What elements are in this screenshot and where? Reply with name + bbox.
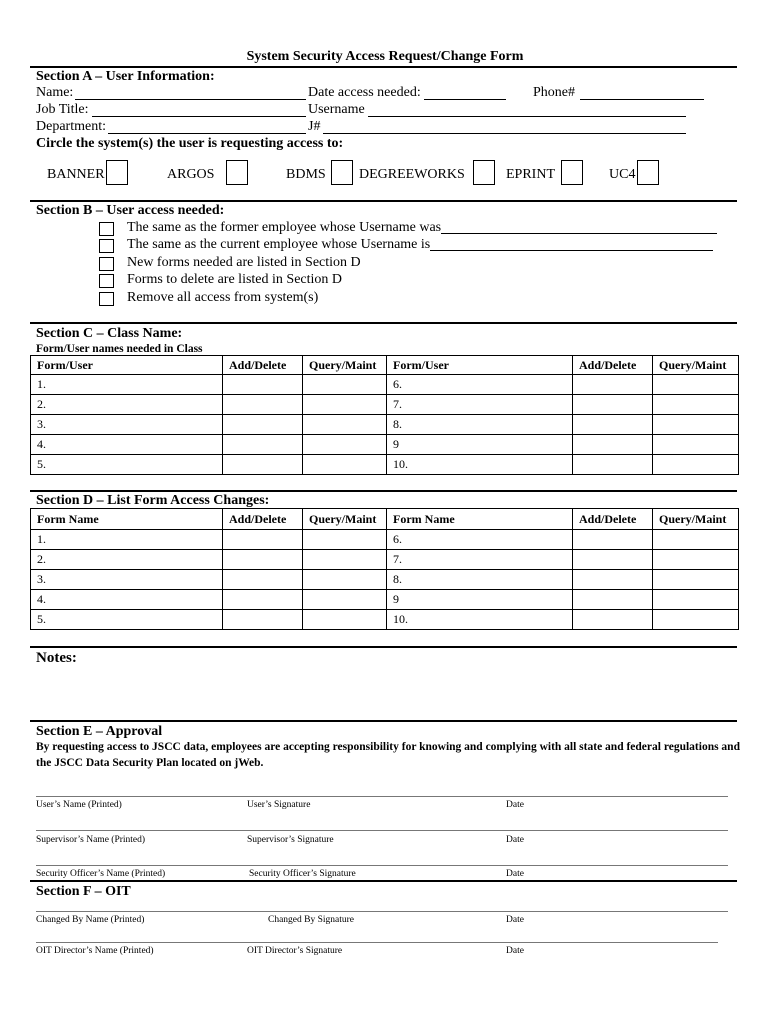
table-row [31, 530, 739, 550]
access-option-former-checkbox[interactable] [99, 222, 114, 236]
column-header: Query/Maint [653, 356, 739, 375]
department-field[interactable] [108, 133, 306, 134]
security-officer-date-label: Date [506, 869, 524, 879]
table-cell[interactable] [303, 375, 387, 395]
system-uc4-label: UC4 [609, 167, 636, 182]
column-header: Add/Delete [223, 509, 303, 530]
user-date-label: Date [506, 800, 524, 810]
table-cell[interactable] [303, 610, 387, 630]
access-option-current-label: The same as the current employee whose Username is [127, 237, 431, 252]
oit-director-name-label: OIT Director’s Name (Printed) [36, 946, 154, 956]
table-cell[interactable] [223, 590, 303, 610]
supervisor-name-label: Supervisor’s Name (Printed) [36, 835, 146, 845]
table-cell[interactable] [303, 435, 387, 455]
table-cell[interactable] [573, 610, 653, 630]
supervisor-date-label: Date [506, 835, 524, 845]
table-cell[interactable] [303, 550, 387, 570]
row-number: 10. [387, 610, 573, 630]
section-c-heading: Section C – Class Name: [36, 326, 183, 341]
changed-by-signature-label: Changed By Signature [268, 915, 355, 925]
form-access-table [30, 508, 739, 630]
table-row [31, 570, 739, 590]
table-cell[interactable] [653, 550, 739, 570]
access-option-remove-all-label: Remove all access from system(s) [127, 290, 319, 305]
phone-field[interactable] [580, 99, 704, 100]
class-name-table [30, 355, 739, 475]
table-cell[interactable] [653, 435, 739, 455]
username-label: Username [308, 102, 365, 117]
table-row [31, 395, 739, 415]
security-officer-signature-line[interactable] [36, 865, 728, 866]
column-header: Form/User [31, 356, 223, 375]
row-number: 9 [387, 435, 573, 455]
oit-director-date-label: Date [506, 946, 524, 956]
row-number: 7. [387, 550, 573, 570]
table-cell[interactable] [303, 590, 387, 610]
table-cell[interactable] [653, 455, 739, 475]
table-cell[interactable] [303, 395, 387, 415]
table-cell[interactable] [653, 610, 739, 630]
table-row [31, 375, 739, 395]
name-label: Name: [36, 85, 74, 100]
section-f-rule [30, 880, 737, 882]
form-title: System Security Access Request/Change Form [246, 49, 524, 64]
table-cell[interactable] [573, 375, 653, 395]
system-argos-label: ARGOS [167, 167, 215, 182]
section-b-rule [30, 200, 737, 202]
table-cell[interactable] [303, 570, 387, 590]
row-number: 5. [31, 455, 223, 475]
row-number: 6. [387, 375, 573, 395]
user-name-label: User’s Name (Printed) [36, 800, 122, 810]
table-cell[interactable] [223, 435, 303, 455]
row-number: 6. [387, 530, 573, 550]
system-eprint-checkbox[interactable] [561, 160, 583, 185]
table-cell[interactable] [573, 590, 653, 610]
user-signature-line[interactable] [36, 796, 728, 797]
row-number: 4. [31, 590, 223, 610]
system-argos-checkbox[interactable] [226, 160, 248, 185]
row-number: 3. [31, 415, 223, 435]
row-number: 8. [387, 415, 573, 435]
access-option-former-label: The same as the former employee whose Username was [127, 220, 442, 235]
row-number: 5. [31, 610, 223, 630]
j-number-label: J# [308, 119, 321, 134]
user-signature-label: User’s Signature [247, 800, 311, 810]
table-cell[interactable] [303, 530, 387, 550]
row-number: 1. [31, 375, 223, 395]
system-eprint-label: EPRINT [506, 167, 555, 182]
changed-by-date-label: Date [506, 915, 524, 925]
table-cell[interactable] [223, 455, 303, 475]
circle-systems-label: Circle the system(s) the user is requesting access to: [36, 136, 344, 151]
section-f-heading: Section F – OIT [36, 884, 131, 899]
section-c-rule [30, 322, 737, 324]
column-header: Add/Delete [573, 509, 653, 530]
table-cell[interactable] [303, 415, 387, 435]
section-c-subheading: Form/User names needed in Class [36, 343, 203, 355]
notes-label: Notes: [36, 650, 77, 666]
table-cell[interactable] [653, 415, 739, 435]
column-header: Form/User [387, 356, 573, 375]
column-header: Add/Delete [573, 356, 653, 375]
table-cell[interactable] [223, 395, 303, 415]
changed-by-signature-line[interactable] [36, 911, 728, 912]
j-number-field[interactable] [323, 133, 686, 134]
table-cell[interactable] [653, 530, 739, 550]
notes-field[interactable] [30, 672, 737, 716]
section-d-rule [30, 490, 737, 492]
row-number: 7. [387, 395, 573, 415]
system-uc4-checkbox[interactable] [637, 160, 659, 185]
changed-by-name-label: Changed By Name (Printed) [36, 915, 145, 925]
row-number: 1. [31, 530, 223, 550]
column-header: Form Name [31, 509, 223, 530]
system-degreeworks-label: DEGREEWORKS [359, 167, 465, 182]
column-header: Add/Delete [223, 356, 303, 375]
access-option-remove-all-checkbox[interactable] [99, 292, 114, 306]
access-option-delete-forms-checkbox[interactable] [99, 274, 114, 288]
access-option-new-forms-label: New forms needed are listed in Section D [127, 255, 361, 270]
table-header-row [31, 509, 739, 530]
table-cell[interactable] [653, 570, 739, 590]
notes-rule [30, 646, 737, 648]
access-option-delete-forms-label: Forms to delete are listed in Section D [127, 272, 343, 287]
approval-statement: By requesting access to JSCC data, employees are accepting responsibility for knowing and complying with all state and federal regulations and the JSCC Data Security Plan located on jWeb. [36, 741, 740, 769]
table-cell[interactable] [653, 395, 739, 415]
current-username-field[interactable] [430, 250, 713, 251]
table-row [31, 415, 739, 435]
column-header: Form Name [387, 509, 573, 530]
table-row [31, 435, 739, 455]
name-field[interactable] [75, 99, 306, 100]
table-cell[interactable] [223, 415, 303, 435]
column-header: Query/Maint [303, 509, 387, 530]
department-label: Department: [36, 119, 106, 134]
title-rule [30, 66, 737, 68]
table-row [31, 455, 739, 475]
row-number: 3. [31, 570, 223, 590]
supervisor-signature-line[interactable] [36, 830, 728, 831]
job-title-label: Job Title: [36, 102, 89, 117]
section-a-heading: Section A – User Information: [36, 69, 215, 84]
row-number: 4. [31, 435, 223, 455]
table-cell[interactable] [573, 530, 653, 550]
security-officer-signature-label: Security Officer’s Signature [249, 869, 356, 879]
job-title-field[interactable] [92, 116, 306, 117]
system-bdms-checkbox[interactable] [331, 160, 353, 185]
column-header: Query/Maint [653, 509, 739, 530]
table-cell[interactable] [653, 375, 739, 395]
table-row [31, 610, 739, 630]
system-banner-checkbox[interactable] [106, 160, 128, 185]
table-cell[interactable] [573, 455, 653, 475]
access-option-current-checkbox[interactable] [99, 239, 114, 253]
row-number: 2. [31, 550, 223, 570]
table-cell[interactable] [223, 375, 303, 395]
table-cell[interactable] [303, 455, 387, 475]
system-banner-label: BANNER [47, 167, 105, 182]
username-field[interactable] [368, 116, 686, 117]
table-cell[interactable] [223, 550, 303, 570]
table-cell[interactable] [223, 610, 303, 630]
section-e-rule [30, 720, 737, 722]
table-cell[interactable] [223, 570, 303, 590]
row-number: 8. [387, 570, 573, 590]
security-officer-name-label: Security Officer’s Name (Printed) [36, 869, 166, 879]
system-bdms-label: BDMS [286, 167, 326, 182]
section-e-heading: Section E – Approval [36, 724, 163, 739]
table-cell[interactable] [573, 435, 653, 455]
column-header: Query/Maint [303, 356, 387, 375]
section-d-heading: Section D – List Form Access Changes: [36, 493, 270, 508]
table-header-row [31, 356, 739, 375]
table-row [31, 550, 739, 570]
section-b-heading: Section B – User access needed: [36, 203, 225, 218]
table-cell[interactable] [573, 395, 653, 415]
supervisor-signature-label: Supervisor’s Signature [247, 835, 334, 845]
date-needed-label: Date access needed: [308, 85, 421, 100]
oit-director-signature-line[interactable] [36, 942, 718, 943]
table-cell[interactable] [573, 570, 653, 590]
table-cell[interactable] [653, 590, 739, 610]
table-row [31, 590, 739, 610]
former-username-field[interactable] [441, 233, 717, 234]
table-cell[interactable] [223, 530, 303, 550]
phone-label: Phone# [533, 85, 575, 100]
table-cell[interactable] [573, 415, 653, 435]
access-option-new-forms-checkbox[interactable] [99, 257, 114, 271]
table-cell[interactable] [573, 550, 653, 570]
system-degreeworks-checkbox[interactable] [473, 160, 495, 185]
date-needed-field[interactable] [424, 99, 506, 100]
row-number: 10. [387, 455, 573, 475]
oit-director-signature-label: OIT Director’s Signature [247, 946, 343, 956]
row-number: 2. [31, 395, 223, 415]
row-number: 9 [387, 590, 573, 610]
